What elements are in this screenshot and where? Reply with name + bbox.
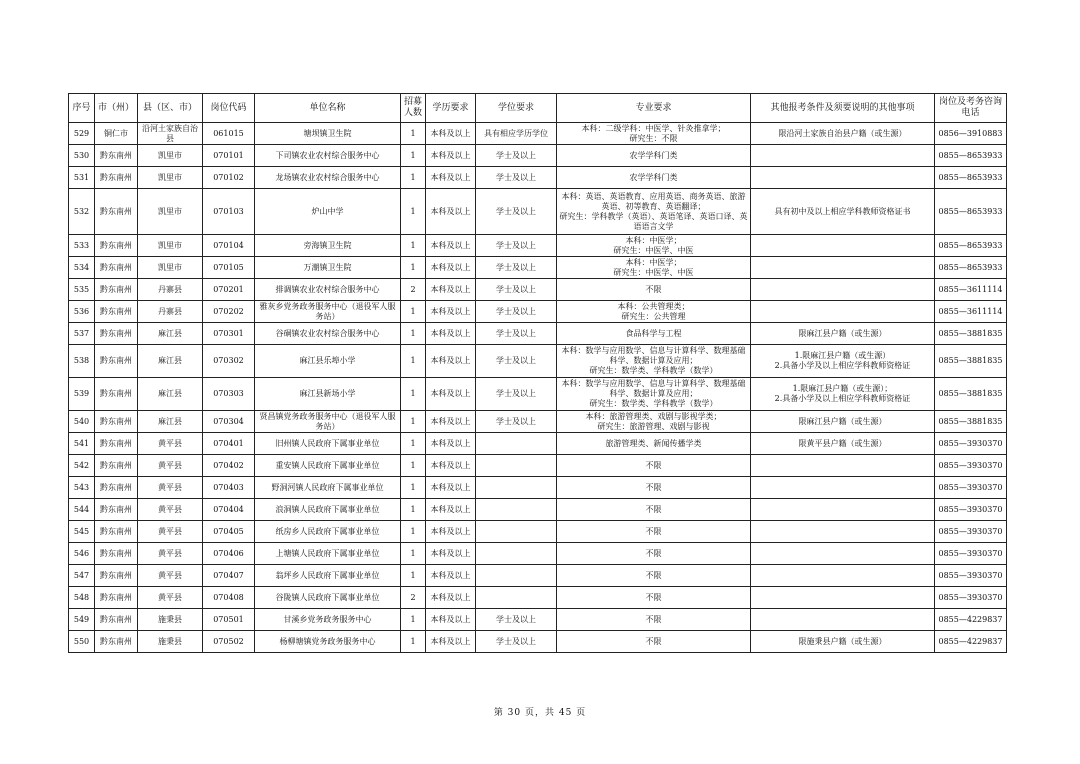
cell-other-conditions	[751, 609, 935, 631]
table-row	[69, 301, 1007, 323]
cell-county: 施秉县	[138, 609, 203, 631]
cell-major: 本科：英语、英语教育、应用英语、商务英语、旅游英语、初等教育、英语翻译； 研究生：学科教学（英语）、英语笔译、英语口译、英语语言文学	[557, 189, 751, 235]
cell-post-code: 070403	[203, 477, 255, 499]
cell-post-code: 070104	[203, 235, 255, 257]
cell-city: 黔东南州	[95, 631, 138, 653]
cell-post-code: 070302	[203, 345, 255, 378]
cell-degree: 学士及以上	[476, 631, 557, 653]
cell-quota: 1	[401, 345, 426, 378]
cell-index: 541	[69, 433, 95, 455]
cell-city: 黔东南州	[95, 235, 138, 257]
cell-quota: 1	[401, 455, 426, 477]
cell-education: 本科及以上	[426, 323, 476, 345]
cell-degree: 学士及以上	[476, 345, 557, 378]
cell-county: 丹寨县	[138, 301, 203, 323]
cell-major: 不限	[557, 499, 751, 521]
cell-quota: 1	[401, 499, 426, 521]
cell-city: 黔东南州	[95, 499, 138, 521]
cell-quota: 1	[401, 378, 426, 411]
cell-other-conditions	[751, 565, 935, 587]
cell-unit-name: 旧州镇人民政府下属事业单位	[255, 433, 401, 455]
table-row	[69, 433, 1007, 455]
cell-city: 黔东南州	[95, 565, 138, 587]
cell-phone: 0855—8653933	[935, 145, 1007, 167]
cell-index: 533	[69, 235, 95, 257]
cell-education: 本科及以上	[426, 565, 476, 587]
cell-quota: 1	[401, 189, 426, 235]
table-header-row	[69, 94, 1007, 123]
table-row	[69, 631, 1007, 653]
cell-phone: 0855—3881835	[935, 345, 1007, 378]
cell-unit-name: 排调镇农业农村综合服务中心	[255, 279, 401, 301]
cell-education: 本科及以上	[426, 609, 476, 631]
header-major: 专业要求	[557, 94, 751, 123]
cell-county: 麻江县	[138, 323, 203, 345]
cell-major: 不限	[557, 631, 751, 653]
table-row	[69, 499, 1007, 521]
cell-phone: 0855—8653933	[935, 235, 1007, 257]
cell-city: 铜仁市	[95, 123, 138, 145]
table-row	[69, 378, 1007, 411]
cell-unit-name: 麻江县乐埠小学	[255, 345, 401, 378]
cell-county: 黄平县	[138, 477, 203, 499]
cell-other-conditions	[751, 301, 935, 323]
cell-unit-name: 麻江县新场小学	[255, 378, 401, 411]
page-footer: 第 30 页，共 45 页	[493, 708, 587, 718]
cell-city: 黔东南州	[95, 145, 138, 167]
cell-degree: 学士及以上	[476, 167, 557, 189]
cell-unit-name: 雅灰乡党务政务服务中心（退役军人服务站）	[255, 301, 401, 323]
cell-other-conditions	[751, 167, 935, 189]
cell-major: 本科：旅游管理类、戏剧与影视学类； 研究生：旅游管理、戏剧与影视	[557, 411, 751, 433]
cell-post-code: 070401	[203, 433, 255, 455]
cell-degree	[476, 521, 557, 543]
cell-unit-name: 上塘镇人民政府下属事业单位	[255, 543, 401, 565]
cell-other-conditions	[751, 477, 935, 499]
cell-county: 黄平县	[138, 433, 203, 455]
cell-phone: 0855—8653933	[935, 167, 1007, 189]
cell-county: 黄平县	[138, 565, 203, 587]
table-row	[69, 565, 1007, 587]
cell-phone: 0855—8653933	[935, 189, 1007, 235]
cell-phone: 0855—3930370	[935, 455, 1007, 477]
cell-education: 本科及以上	[426, 167, 476, 189]
cell-quota: 1	[401, 323, 426, 345]
cell-county: 凯里市	[138, 235, 203, 257]
cell-major: 不限	[557, 587, 751, 609]
cell-quota: 1	[401, 477, 426, 499]
cell-other-conditions	[751, 279, 935, 301]
cell-post-code: 070201	[203, 279, 255, 301]
cell-index: 542	[69, 455, 95, 477]
cell-quota: 1	[401, 235, 426, 257]
cell-index: 531	[69, 167, 95, 189]
cell-index: 546	[69, 543, 95, 565]
cell-post-code: 070502	[203, 631, 255, 653]
cell-degree	[476, 565, 557, 587]
cell-index: 537	[69, 323, 95, 345]
cell-index: 529	[69, 123, 95, 145]
cell-quota: 1	[401, 609, 426, 631]
cell-city: 黔东南州	[95, 189, 138, 235]
cell-degree: 学士及以上	[476, 279, 557, 301]
cell-degree: 学士及以上	[476, 145, 557, 167]
cell-city: 黔东南州	[95, 543, 138, 565]
cell-phone: 0855—3611114	[935, 301, 1007, 323]
cell-education: 本科及以上	[426, 235, 476, 257]
cell-education: 本科及以上	[426, 301, 476, 323]
cell-post-code: 061015	[203, 123, 255, 145]
cell-phone: 0856—3910883	[935, 123, 1007, 145]
cell-major: 不限	[557, 565, 751, 587]
table-row	[69, 543, 1007, 565]
table-row	[69, 345, 1007, 378]
cell-unit-name: 旁海镇卫生院	[255, 235, 401, 257]
cell-index: 547	[69, 565, 95, 587]
cell-unit-name: 塘坝镇卫生院	[255, 123, 401, 145]
cell-other-conditions: 1.限麻江县户籍（或生源）； 2.具备小学及以上相应学科教师资格证	[751, 378, 935, 411]
header-city: 市（州）	[95, 94, 138, 123]
cell-education: 本科及以上	[426, 189, 476, 235]
cell-quota: 1	[401, 145, 426, 167]
cell-phone: 0855—3930370	[935, 587, 1007, 609]
cell-unit-name: 纸房乡人民政府下属事业单位	[255, 521, 401, 543]
cell-phone: 0855—3930370	[935, 433, 1007, 455]
cell-county: 凯里市	[138, 167, 203, 189]
cell-major: 不限	[557, 455, 751, 477]
header-post-code: 岗位代码	[203, 94, 255, 123]
cell-other-conditions	[751, 499, 935, 521]
cell-unit-name: 野洞河镇人民政府下属事业单位	[255, 477, 401, 499]
cell-phone: 0855—3930370	[935, 543, 1007, 565]
cell-city: 黔东南州	[95, 257, 138, 279]
cell-phone: 0855—3881835	[935, 378, 1007, 411]
cell-education: 本科及以上	[426, 477, 476, 499]
cell-county: 黄平县	[138, 455, 203, 477]
cell-other-conditions	[751, 145, 935, 167]
cell-other-conditions: 限麻江县户籍（或生源）	[751, 411, 935, 433]
cell-degree: 学士及以上	[476, 609, 557, 631]
cell-education: 本科及以上	[426, 499, 476, 521]
cell-index: 543	[69, 477, 95, 499]
cell-post-code: 070105	[203, 257, 255, 279]
cell-phone: 0855—3930370	[935, 499, 1007, 521]
cell-education: 本科及以上	[426, 631, 476, 653]
cell-other-conditions	[751, 257, 935, 279]
cell-major: 农学学科门类	[557, 145, 751, 167]
cell-quota: 1	[401, 167, 426, 189]
cell-city: 黔东南州	[95, 345, 138, 378]
cell-education: 本科及以上	[426, 145, 476, 167]
cell-post-code: 070202	[203, 301, 255, 323]
cell-degree	[476, 587, 557, 609]
cell-other-conditions: 限黄平县户籍（或生源）	[751, 433, 935, 455]
cell-phone: 0855—4229837	[935, 631, 1007, 653]
cell-index: 535	[69, 279, 95, 301]
cell-city: 黔东南州	[95, 167, 138, 189]
cell-post-code: 070402	[203, 455, 255, 477]
cell-quota: 1	[401, 411, 426, 433]
cell-education: 本科及以上	[426, 455, 476, 477]
cell-county: 麻江县	[138, 345, 203, 378]
cell-city: 黔东南州	[95, 587, 138, 609]
cell-education: 本科及以上	[426, 411, 476, 433]
cell-quota: 1	[401, 521, 426, 543]
cell-quota: 1	[401, 301, 426, 323]
cell-city: 黔东南州	[95, 433, 138, 455]
cell-county: 麻江县	[138, 378, 203, 411]
cell-major: 本科：公共管理类； 研究生：公共管理	[557, 301, 751, 323]
cell-other-conditions	[751, 587, 935, 609]
cell-post-code: 070102	[203, 167, 255, 189]
table-row	[69, 167, 1007, 189]
table-row	[69, 587, 1007, 609]
cell-degree	[476, 477, 557, 499]
cell-other-conditions	[751, 543, 935, 565]
cell-index: 530	[69, 145, 95, 167]
cell-post-code: 070303	[203, 378, 255, 411]
cell-post-code: 070406	[203, 543, 255, 565]
cell-city: 黔东南州	[95, 279, 138, 301]
cell-quota: 1	[401, 433, 426, 455]
cell-degree: 学士及以上	[476, 378, 557, 411]
cell-other-conditions: 具有初中及以上相应学科教师资格证书	[751, 189, 935, 235]
table-row	[69, 411, 1007, 433]
cell-degree: 学士及以上	[476, 411, 557, 433]
table-row	[69, 235, 1007, 257]
cell-index: 534	[69, 257, 95, 279]
cell-unit-name: 谷陇镇人民政府下属事业单位	[255, 587, 401, 609]
cell-education: 本科及以上	[426, 378, 476, 411]
cell-other-conditions: 限沿河土家族自治县户籍（或生源）	[751, 123, 935, 145]
cell-quota: 1	[401, 123, 426, 145]
cell-unit-name: 谷硐镇农业农村综合服务中心	[255, 323, 401, 345]
cell-unit-name: 炉山中学	[255, 189, 401, 235]
cell-post-code: 070103	[203, 189, 255, 235]
cell-unit-name: 甘溪乡党务政务服务中心	[255, 609, 401, 631]
cell-post-code: 070407	[203, 565, 255, 587]
cell-education: 本科及以上	[426, 123, 476, 145]
cell-major: 本科：数学与应用数学、信息与计算科学、数理基础科学、数据计算及应用； 研究生：数学类、学科教学（数学）	[557, 345, 751, 378]
cell-degree: 学士及以上	[476, 189, 557, 235]
cell-post-code: 070304	[203, 411, 255, 433]
cell-education: 本科及以上	[426, 257, 476, 279]
cell-phone: 0855—3930370	[935, 565, 1007, 587]
table-row	[69, 145, 1007, 167]
cell-phone: 0855—3930370	[935, 521, 1007, 543]
cell-major: 本科：中医学； 研究生：中医学、中医	[557, 235, 751, 257]
cell-city: 黔东南州	[95, 378, 138, 411]
cell-post-code: 070301	[203, 323, 255, 345]
header-education: 学历要求	[426, 94, 476, 123]
cell-unit-name: 万潮镇卫生院	[255, 257, 401, 279]
cell-degree	[476, 433, 557, 455]
cell-post-code: 070405	[203, 521, 255, 543]
cell-index: 545	[69, 521, 95, 543]
cell-major: 不限	[557, 609, 751, 631]
cell-phone: 0855—8653933	[935, 257, 1007, 279]
cell-city: 黔东南州	[95, 323, 138, 345]
table-row	[69, 279, 1007, 301]
cell-unit-name: 浪洞镇人民政府下属事业单位	[255, 499, 401, 521]
table-row	[69, 477, 1007, 499]
cell-quota: 1	[401, 543, 426, 565]
cell-quota: 2	[401, 279, 426, 301]
cell-county: 凯里市	[138, 145, 203, 167]
cell-education: 本科及以上	[426, 345, 476, 378]
cell-other-conditions: 限施秉县户籍（或生源）	[751, 631, 935, 653]
table-row	[69, 609, 1007, 631]
cell-county: 丹寨县	[138, 279, 203, 301]
cell-degree: 学士及以上	[476, 235, 557, 257]
cell-unit-name: 翁坪乡人民政府下属事业单位	[255, 565, 401, 587]
cell-education: 本科及以上	[426, 587, 476, 609]
cell-degree: 学士及以上	[476, 323, 557, 345]
table-row	[69, 189, 1007, 235]
cell-major: 本科：中医学； 研究生：中医学、中医	[557, 257, 751, 279]
header-degree: 学位要求	[476, 94, 557, 123]
cell-index: 544	[69, 499, 95, 521]
cell-post-code: 070101	[203, 145, 255, 167]
cell-degree	[476, 543, 557, 565]
cell-phone: 0855—3611114	[935, 279, 1007, 301]
cell-degree: 学士及以上	[476, 301, 557, 323]
cell-education: 本科及以上	[426, 279, 476, 301]
header-index: 序号	[69, 94, 95, 123]
cell-degree	[476, 499, 557, 521]
cell-unit-name: 贤昌镇党务政务服务中心（退役军人服务站）	[255, 411, 401, 433]
cell-city: 黔东南州	[95, 477, 138, 499]
cell-education: 本科及以上	[426, 543, 476, 565]
cell-county: 黄平县	[138, 587, 203, 609]
cell-education: 本科及以上	[426, 521, 476, 543]
cell-county: 黄平县	[138, 521, 203, 543]
cell-county: 沿河土家族自治县	[138, 123, 203, 145]
cell-index: 540	[69, 411, 95, 433]
cell-major: 本科：二级学科：中医学、针灸推拿学； 研究生：不限	[557, 123, 751, 145]
cell-city: 黔东南州	[95, 455, 138, 477]
cell-index: 532	[69, 189, 95, 235]
cell-county: 凯里市	[138, 189, 203, 235]
cell-degree	[476, 455, 557, 477]
header-unit-name: 单位名称	[255, 94, 401, 123]
header-county: 县（区、市）	[138, 94, 203, 123]
table-row	[69, 521, 1007, 543]
cell-education: 本科及以上	[426, 433, 476, 455]
cell-post-code: 070501	[203, 609, 255, 631]
cell-major: 农学学科门类	[557, 167, 751, 189]
recruitment-table	[68, 93, 1007, 653]
cell-index: 550	[69, 631, 95, 653]
cell-quota: 2	[401, 587, 426, 609]
cell-quota: 1	[401, 565, 426, 587]
cell-degree: 学士及以上	[476, 257, 557, 279]
table-row	[69, 455, 1007, 477]
cell-major: 旅游管理类、新闻传播学类	[557, 433, 751, 455]
cell-phone: 0855—3881835	[935, 323, 1007, 345]
cell-other-conditions	[751, 455, 935, 477]
cell-quota: 1	[401, 631, 426, 653]
cell-major: 本科：数学与应用数学、信息与计算科学、数理基础科学、数据计算及应用； 研究生：数学类、学科教学（数学）	[557, 378, 751, 411]
cell-unit-name: 杨柳塘镇党务政务服务中心	[255, 631, 401, 653]
cell-other-conditions: 1.限麻江县户籍（或生源） 2.具备小学及以上相应学科教师资格证	[751, 345, 935, 378]
cell-quota: 1	[401, 257, 426, 279]
cell-city: 黔东南州	[95, 301, 138, 323]
cell-index: 539	[69, 378, 95, 411]
cell-phone: 0855—3881835	[935, 411, 1007, 433]
cell-post-code: 070408	[203, 587, 255, 609]
cell-major: 不限	[557, 543, 751, 565]
cell-unit-name: 下司镇农业农村综合服务中心	[255, 145, 401, 167]
cell-index: 538	[69, 345, 95, 378]
cell-county: 施秉县	[138, 631, 203, 653]
cell-unit-name: 龙场镇农业农村综合服务中心	[255, 167, 401, 189]
cell-city: 黔东南州	[95, 521, 138, 543]
cell-city: 黔东南州	[95, 609, 138, 631]
header-other-conditions: 其他报考条件及须要说明的其他事项	[751, 94, 935, 123]
cell-major: 不限	[557, 279, 751, 301]
header-phone: 岗位及考务咨询电话	[935, 94, 1007, 123]
cell-major: 不限	[557, 521, 751, 543]
table-row	[69, 257, 1007, 279]
cell-county: 麻江县	[138, 411, 203, 433]
cell-phone: 0855—4229837	[935, 609, 1007, 631]
cell-index: 549	[69, 609, 95, 631]
cell-county: 凯里市	[138, 257, 203, 279]
cell-degree: 具有相应学历学位	[476, 123, 557, 145]
cell-other-conditions	[751, 235, 935, 257]
cell-other-conditions	[751, 521, 935, 543]
cell-index: 548	[69, 587, 95, 609]
header-quota: 招募人数	[401, 94, 426, 123]
cell-major: 不限	[557, 477, 751, 499]
cell-city: 黔东南州	[95, 411, 138, 433]
cell-phone: 0855—3930370	[935, 477, 1007, 499]
cell-other-conditions: 限麻江县户籍（或生源）	[751, 323, 935, 345]
cell-county: 黄平县	[138, 499, 203, 521]
cell-unit-name: 重安镇人民政府下属事业单位	[255, 455, 401, 477]
cell-county: 黄平县	[138, 543, 203, 565]
table-row	[69, 323, 1007, 345]
cell-major: 食品科学与工程	[557, 323, 751, 345]
cell-post-code: 070404	[203, 499, 255, 521]
table-row	[69, 123, 1007, 145]
cell-index: 536	[69, 301, 95, 323]
